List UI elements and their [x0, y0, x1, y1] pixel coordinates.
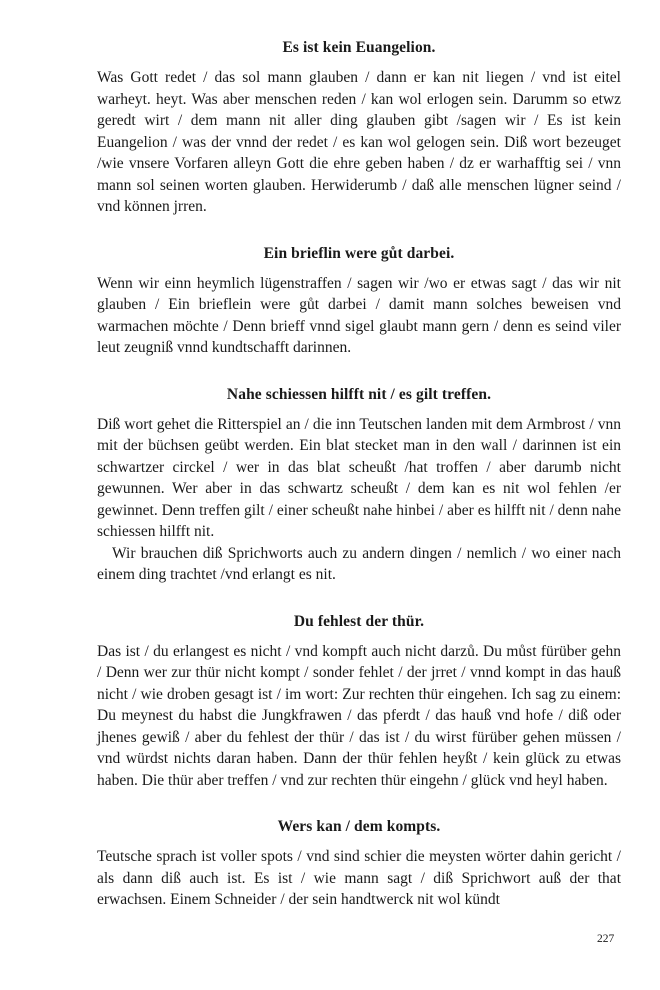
section-fehlest-thuer	[97, 612, 621, 792]
section-nahe-schiessen	[97, 385, 621, 586]
section-brieflin	[97, 244, 621, 359]
paragraph: Was Gott redet / das sol mann glauben / dann er kan nit liegen / vnd ist eitel warheyt. heyt. Was aber menschen reden / kan wol erlogen sein. Darumm so etwz geredt wirt / dem mann nit aller ding glauben gibt /sagen wir / Es ist kein Euangelion / was der vnnd der redet / es kan wol gelogen sein. Diß wort bezeuget /wie vnsere Vorfaren alleyn Gott die ehre geben haben / dz er warhafftig sei / vnn mann sol seinen worten glauben. Herwiderumb / daß alle menschen lügner seind / vnd können jrren.	[97, 69, 621, 215]
section-euangelion	[97, 38, 621, 218]
page-number: 227	[597, 933, 615, 945]
paragraph: Teutsche sprach ist voller spots / vnd sind schier die meysten wörter dahin gericht / als dann diß auch ist. Es ist / wie mann sagt / diß Sprichwort auß der that erwachsen. Einem Schneider / der sein handtwerck nit wol kündt	[97, 848, 621, 908]
section-title: Es ist kein Euangelion.	[282, 39, 436, 56]
section-title: Wers kan / dem kompts.	[277, 818, 441, 835]
page-body	[97, 38, 621, 911]
paragraph: Wenn wir einn heymlich lügenstraffen / sagen wir /wo er etwas sagt / das wir nit glauben / Ein brieflein were gůt darbei / damit mann solches beweisen vnd warmachen möchte / Denn brieff vnnd sigel glaubt mann gern / denn es seind viler leut zeugniß vnnd kundtschafft darinnen.	[97, 274, 621, 356]
section-title: Du fehlest der thür.	[293, 612, 425, 630]
section-wers-kan	[97, 817, 621, 911]
section-title: Ein brieflin were gůt darbei.	[263, 244, 455, 262]
paragraph: Diß wort gehet die Ritterspiel an / die inn Teutschen landen mit dem Armbrost / vnn mit der büchsen geübt werden. Ein blat stecket man in den wall / darinnen ist ein schwartzer circkel / wer in das blat scheußt /hat troffen / aber darumb nicht gewunnen. Wer aber in das schwartz scheußt / dem kan es nit wol fehlen /er gewinnet. Denn treffen gilt / einer scheußt nahe hinbei / aber es hilfft nit / denn nahe schiessen hilfft nit.	[97, 415, 621, 540]
paragraph: Wir brauchen diß Sprichworts auch zu andern dingen / nemlich / wo einer nach einem ding trachtet /vnd erlangt es nit.	[97, 544, 621, 583]
section-title: Nahe schiessen hilfft nit / es gilt treffen.	[226, 385, 492, 403]
paragraph: Das ist / du erlangest es nicht / vnd kompft auch nicht darzů. Du můst fürüber gehn / Denn wer zur thür nicht kompt / sonder fehlet / der jrret / vnnd kompt in das hauß nicht / wie droben gesagt ist / im wort: Zur rechten thür eingehen. Ich sag zu einem: Du meynest du habst die Jungkfrawen / das pferdt / das hauß vnd hofe / diß oder jhenes gewiß / aber du fehlest der thür / das ist / du wirst fürüber gehen müssen / vnd würdst nichts daran haben. Dann der thür fehlen heyßt / kein glück zu etwas haben. Die thür aber treffen / vnd zur rechten thür eingehn / glück vnd heyl haben.	[97, 642, 621, 789]
